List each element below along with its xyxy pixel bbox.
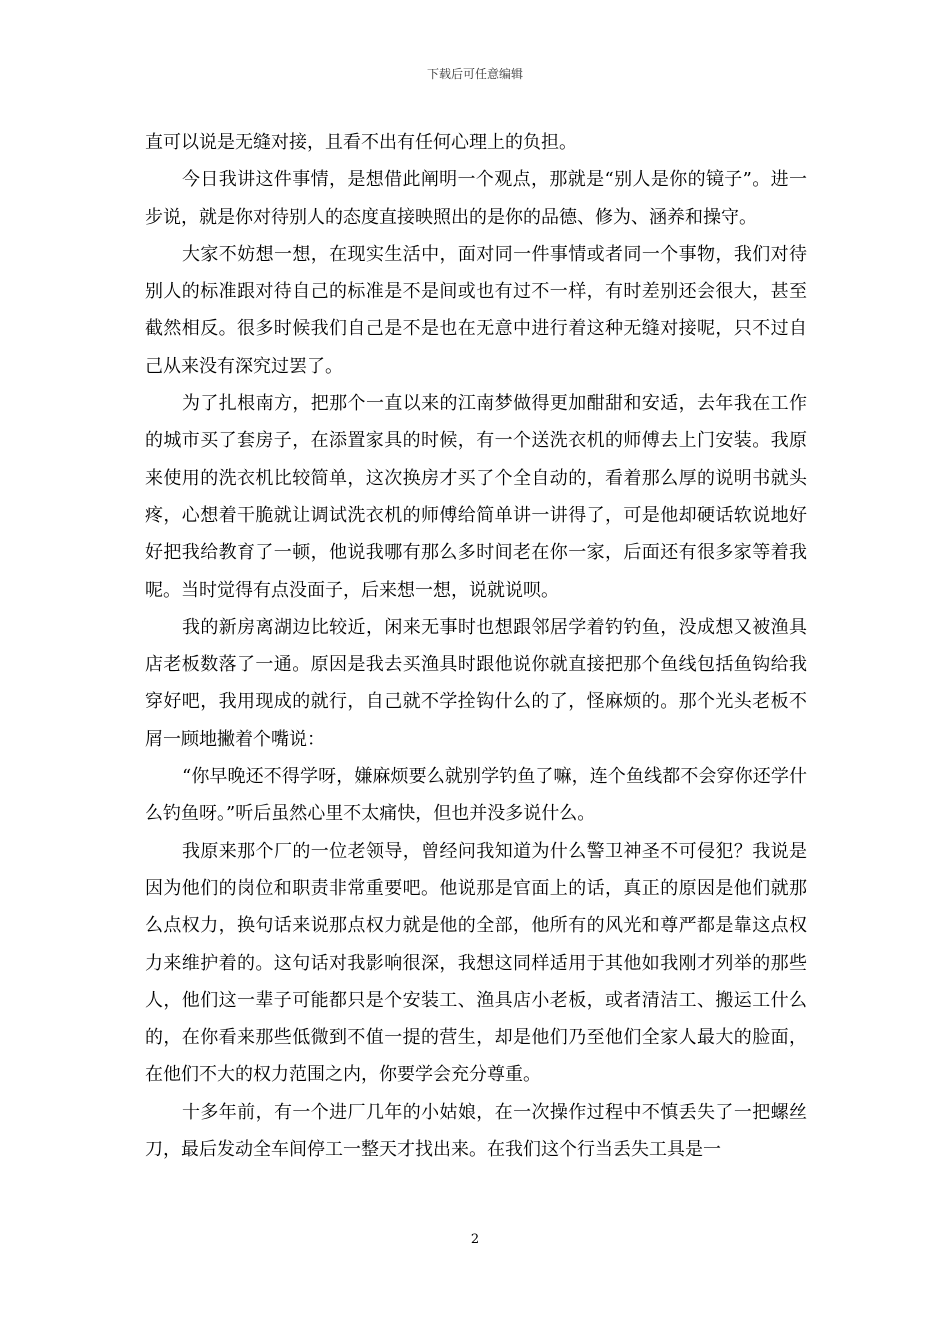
paragraph: 直可以说是无缝对接，且看不出有任何心理上的负担。: [145, 132, 577, 153]
paragraph: 为了扎根南方，把那个一直以来的江南梦做得更加酣甜和安适，去年我在工作的城市买了套房子，在添置家具的时候，有一个送洗衣机的师傅去上门安装。我原来使用的洗衣机比较简单，这次换房才买了个全自动的，看着那么厚的说明书就头疼，心想着干脆就让调试洗衣机的师傅给简单讲一讲得了，可是他却硬话软说地好好把我给教育了一顿，他说我哪有那么多时间老在你一家，后面还有很多家等着我呢。当时觉得有点没面子，后来想一想，说就说呗。: [145, 393, 807, 601]
paragraph: 今日我讲这件事情，是想借此阐明一个观点，那就是“别人是你的镜子”。进一步说，就是你对待别人的态度直接映照出的是你的品德、修为、涵养和操守。: [145, 169, 807, 228]
paragraph: 我原来那个厂的一位老领导，曾经问我知道为什么警卫神圣不可侵犯？我说是因为他们的岗位和职责非常重要吧。他说那是官面上的话，真正的原因是他们就那么点权力，换句话来说那点权力就是他的全部，他所有的风光和尊严都是靠这点权力来维护着的。这句话对我影响很深，我想这同样适用于其他如我刚才列举的那些人，他们这一辈子可能都只是个安装工、渔具店小老板，或者清洁工、搬运工什么的，在你看来那些低微到不值一提的营生，却是他们乃至他们全家人最大的脸面，在他们不大的权力范围之内，你要学会充分尊重。: [145, 840, 807, 1086]
page-number: 2: [470, 1232, 480, 1247]
document-body: [145, 124, 807, 1168]
paragraph: 十多年前，有一个进厂几年的小姑娘，在一次操作过程中不慎丢失了一把螺丝刀，最后发动全车间停工一整天才找出来。在我们这个行当丢失工具是一: [145, 1101, 807, 1161]
page-header: 下载后可任意编辑: [426, 67, 523, 81]
paragraph: 大家不妨想一想，在现实生活中，面对同一件事情或者同一个事物，我们对待别人的标准跟对待自己的标准是不是间或也有过不一样，有时差别还会很大，甚至截然相反。很多时候我们自己是不是也在无意中进行着这种无缝对接呢，只不过自己从来没有深究过罢了。: [145, 243, 807, 377]
paragraph: “你早晚还不得学呀，嫌麻烦要么就别学钓鱼了嘛，连个鱼线都不会穿你还学什么钓鱼呀。”听后虽然心里不太痛快，但也并没多说什么。: [145, 766, 807, 825]
paragraph: 我的新房离湖边比较近，闲来无事时也想跟邻居学着钓钓鱼，没成想又被渔具店老板数落了一通。原因是我去买渔具时跟他说你就直接把那个鱼线包括鱼钩给我穿好吧，我用现成的就行，自己就不学拴钩什么的了，怪麻烦的。那个光头老板不屑一顾地撇着个嘴说：: [145, 616, 807, 750]
